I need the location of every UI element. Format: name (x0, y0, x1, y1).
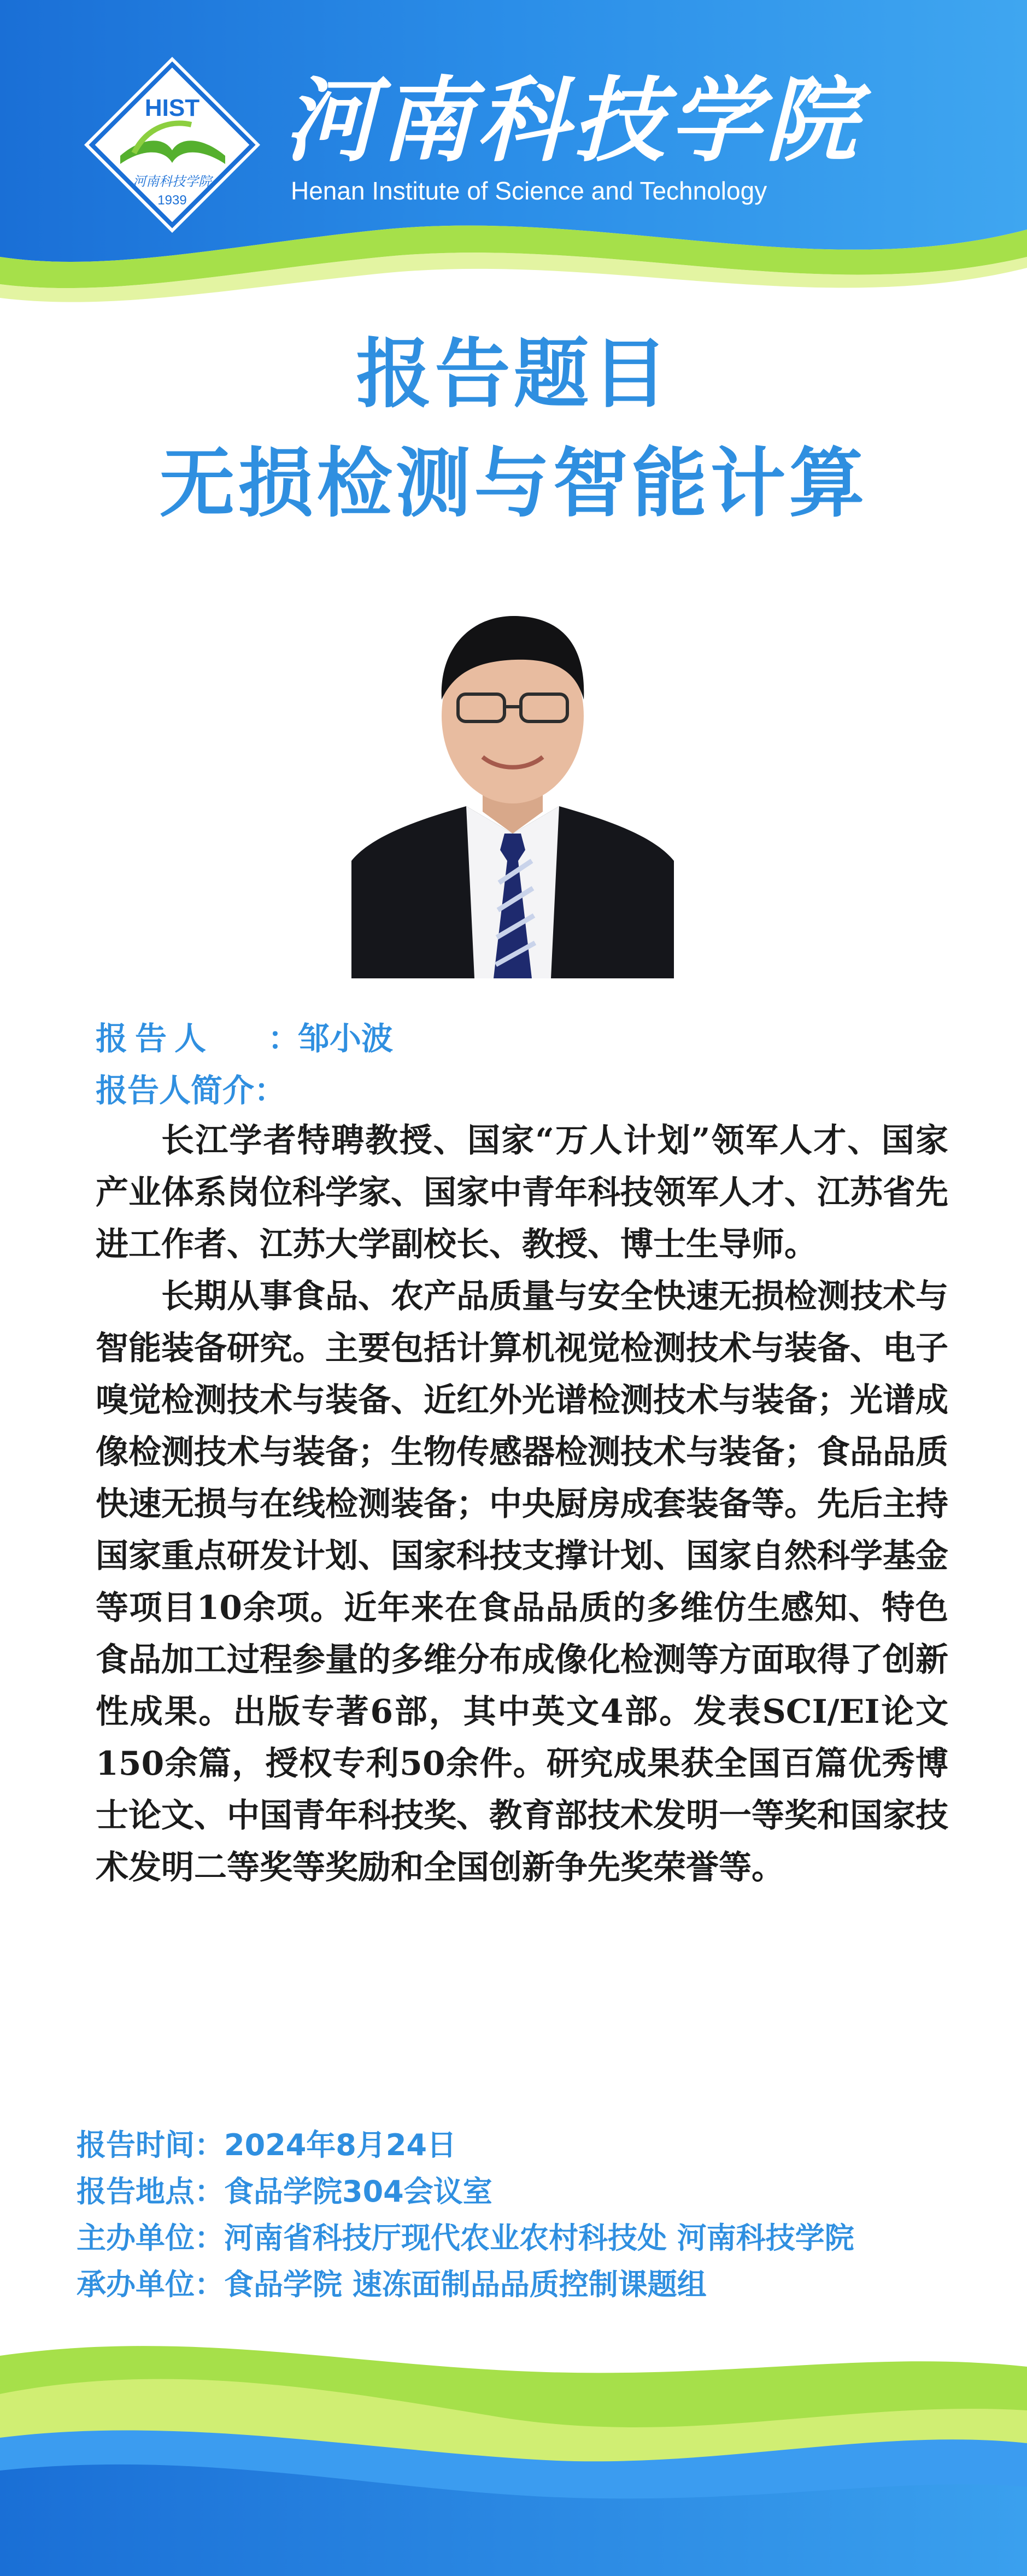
logo-school-text: 河南科技学院 (133, 174, 212, 189)
report-location: 报告地点：食品学院304会议室 (77, 2174, 492, 2209)
school-name-english: Henan Institute of Science and Technology (291, 177, 767, 205)
logo-hist-text: HIST (144, 95, 200, 121)
bio-paragraph: 长期从事食品、农产品质量与安全快速无损检测技术与智能装备研究。主要包括计算机视觉检测技术与装备、电子嗅觉检测技术与装备、近红外光谱检测技术与装备；光谱成像检测技术与装备；生物传感器检测技术与装备；食品品质快速无损与在线检测装备；中央厨房成套装备等。先后主持国家重点研发计划、国家科技支撑计划、国家自然科学基金等项目10余项。近年来在食品品质的多维仿生感知、特色食品加工过程参量的多维分布成像化检测等方面取得了创新性成果。出版专著6部，其中英文4部。发表SCI/EI论文150余篇，授权专利50余件。研究成果获全国百篇优秀博士论文、中国青年科技奖、教育部技术发明一等奖和国家技术发明二等奖等奖励和全国创新争先奖荣誉等。 (96, 1277, 948, 1887)
speaker-colon: ： (268, 1020, 300, 1057)
speaker-label: 报告人 (96, 1020, 214, 1057)
logo-year-text: 1939 (157, 193, 187, 208)
bio-paragraph: 长江学者特聘教授、国家“万人计划”领军人才、国家产业体系岗位科学家、国家中青年科技领军人才、江苏省先进工作者、江苏大学副校长、教授、博士生导师。 (96, 1122, 948, 1264)
co-organizer: 承办单位：食品学院 速冻面制品品质控制课题组 (77, 2267, 707, 2302)
school-logo (82, 55, 262, 235)
speaker-portrait (351, 577, 674, 978)
host-organizer: 主办单位：河南省科技厅现代农业农村科技处 河南科技学院 (77, 2221, 854, 2255)
report-title-heading: 报告题目 (356, 330, 671, 418)
speaker-bio (96, 1115, 948, 1894)
speaker-name: 邹小波 (298, 1020, 394, 1057)
speaker-bio-label: 报告人简介： (96, 1072, 286, 1109)
footer-waves (0, 2334, 1027, 2576)
report-title: 无损检测与智能计算 (159, 439, 868, 527)
report-time: 报告时间：2024年8月24日 (77, 2128, 457, 2162)
school-name-chinese: 河南科技学院 (284, 66, 861, 174)
